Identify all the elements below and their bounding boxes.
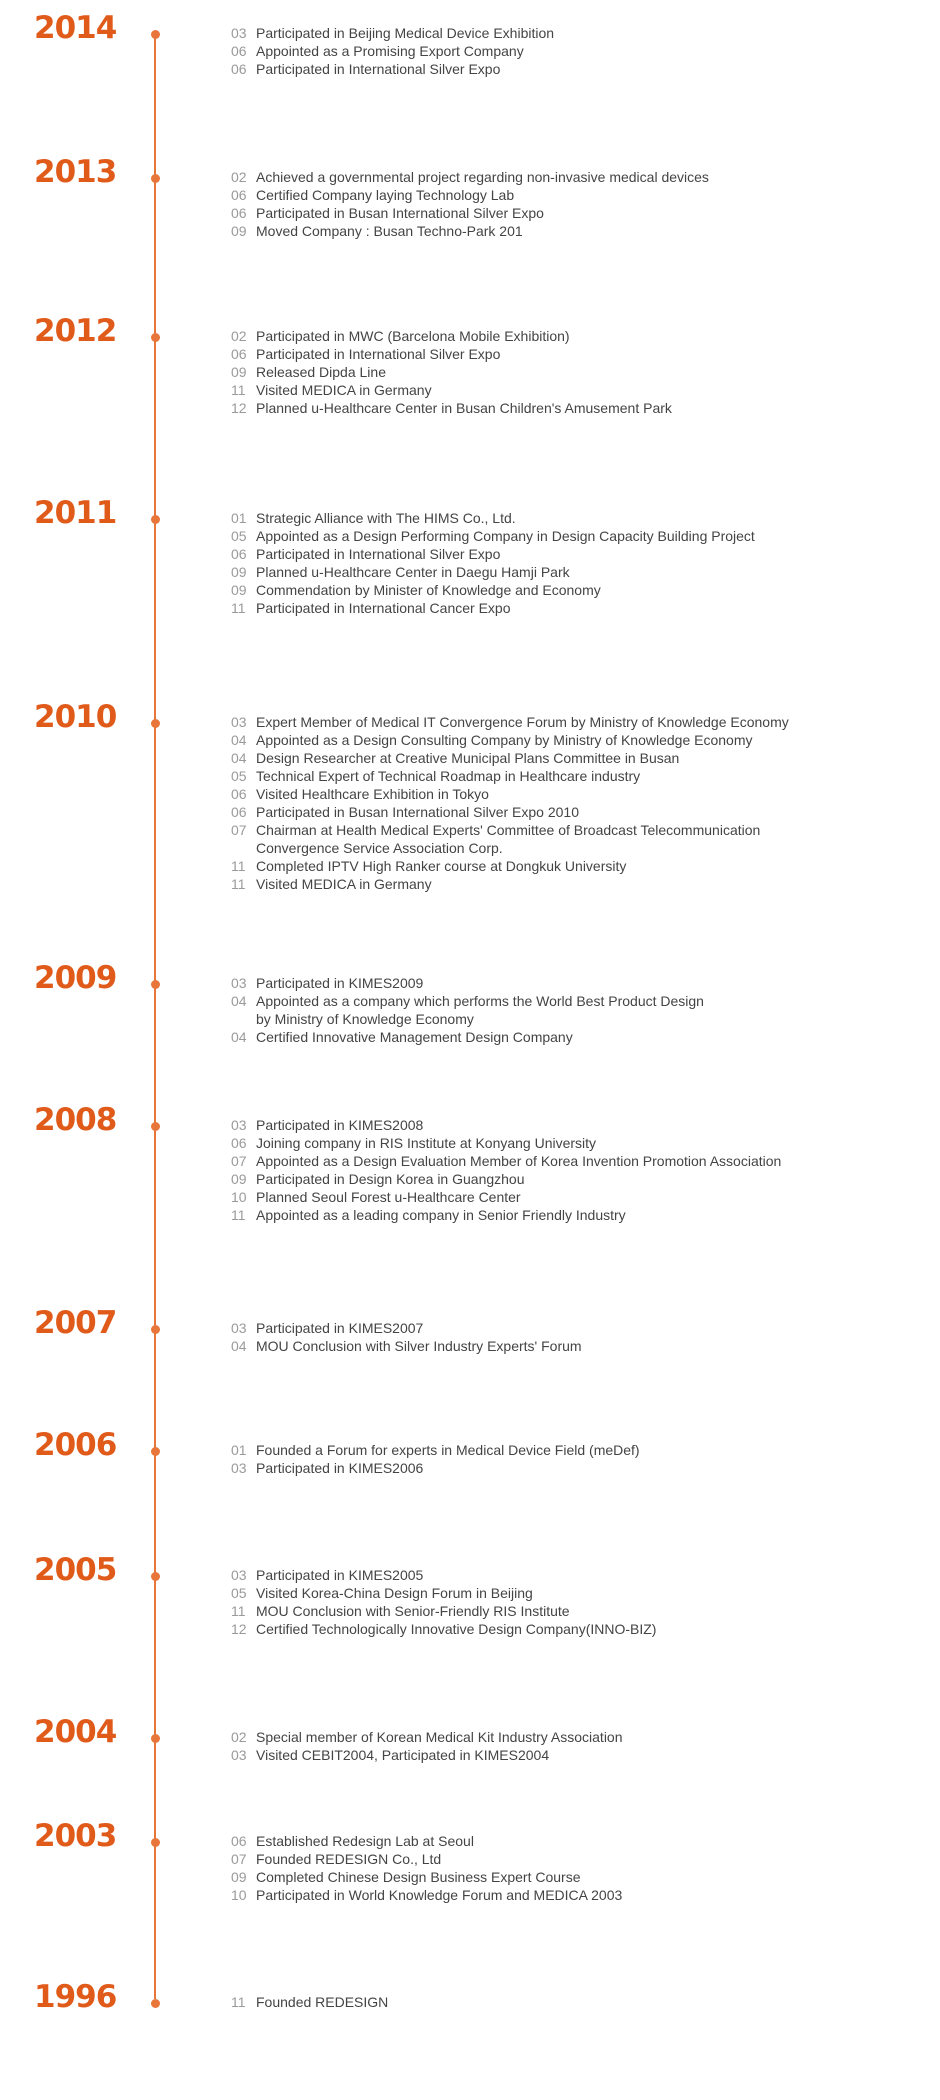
event-description: Design Researcher at Creative Municipal Plans Committee in Busan xyxy=(256,750,680,766)
event-item xyxy=(231,1850,622,1868)
event-description: Visited Healthcare Exhibition in Tokyo xyxy=(256,786,489,802)
event-month: 09 xyxy=(231,223,247,239)
event-description: Visited CEBIT2004, Participated in KIMES2004 xyxy=(256,1747,550,1763)
event-month: 04 xyxy=(231,732,247,748)
event-item xyxy=(231,992,704,1028)
event-item xyxy=(231,1134,781,1152)
event-description: Moved Company : Busan Techno-Park 201 xyxy=(256,223,523,239)
event-list xyxy=(231,1993,388,2011)
event-item xyxy=(231,785,789,803)
event-month: 05 xyxy=(231,1585,247,1601)
event-month: 04 xyxy=(231,750,247,766)
event-description: Appointed as a leading company in Senior Friendly Industry xyxy=(256,1207,626,1223)
event-month: 04 xyxy=(231,1338,247,1354)
event-description: Planned Seoul Forest u-Healthcare Center xyxy=(256,1189,521,1205)
event-month: 09 xyxy=(231,1869,247,1885)
event-item xyxy=(231,1602,656,1620)
event-item xyxy=(231,599,755,617)
event-item xyxy=(231,974,704,992)
year-heading: 2009 xyxy=(34,960,117,996)
event-item xyxy=(231,1993,388,2011)
event-month: 07 xyxy=(231,1153,247,1169)
event-list xyxy=(231,1566,656,1638)
event-list xyxy=(231,168,709,240)
timeline-dot xyxy=(151,515,160,524)
timeline-dot xyxy=(151,1572,160,1581)
event-description: Participated in KIMES2008 xyxy=(256,1117,424,1133)
event-description: Technical Expert of Technical Roadmap in Healthcare industry xyxy=(256,768,641,784)
event-month: 06 xyxy=(231,346,247,362)
event-item xyxy=(231,1170,781,1188)
event-description: Participated in Beijing Medical Device Exhibition xyxy=(256,25,555,41)
event-month: 03 xyxy=(231,714,247,730)
event-item xyxy=(231,363,672,381)
event-item xyxy=(231,222,709,240)
event-month: 06 xyxy=(231,546,247,562)
year-heading: 2008 xyxy=(34,1102,117,1138)
event-month: 11 xyxy=(231,1994,246,2010)
timeline-axis-line xyxy=(154,33,156,1999)
event-month: 04 xyxy=(231,993,247,1009)
event-month: 06 xyxy=(231,61,247,77)
event-month: 03 xyxy=(231,25,247,41)
event-description: Participated in MWC (Barcelona Mobile Exhibition) xyxy=(256,328,570,344)
timeline-dot xyxy=(151,980,160,989)
event-month: 10 xyxy=(231,1887,247,1903)
timeline-dot xyxy=(151,1734,160,1743)
event-description: Completed Chinese Design Business Expert Course xyxy=(256,1869,581,1885)
event-item xyxy=(231,1337,582,1355)
event-month: 09 xyxy=(231,582,247,598)
event-item xyxy=(231,527,755,545)
event-list xyxy=(231,509,755,617)
event-description: Appointed as a Design Consulting Company by Ministry of Knowledge Economy xyxy=(256,732,753,748)
event-month: 04 xyxy=(231,1029,247,1045)
year-heading: 2011 xyxy=(34,495,117,531)
event-month: 09 xyxy=(231,364,247,380)
event-list xyxy=(231,1116,781,1224)
event-month: 01 xyxy=(231,1442,247,1458)
event-list xyxy=(231,713,789,893)
event-month: 06 xyxy=(231,187,247,203)
year-heading: 2010 xyxy=(34,699,117,735)
event-month: 06 xyxy=(231,1135,247,1151)
event-item xyxy=(231,563,755,581)
year-heading: 1996 xyxy=(34,1979,117,2015)
event-item xyxy=(231,1566,656,1584)
year-heading: 2003 xyxy=(34,1818,117,1854)
year-heading: 2006 xyxy=(34,1427,117,1463)
event-item xyxy=(231,1152,781,1170)
year-heading: 2005 xyxy=(34,1552,117,1588)
event-month: 09 xyxy=(231,564,247,580)
timeline-dot xyxy=(151,1838,160,1847)
event-month: 11 xyxy=(231,1207,246,1223)
event-description: Strategic Alliance with The HIMS Co., Ltd. xyxy=(256,510,516,526)
year-heading: 2004 xyxy=(34,1714,117,1750)
event-item xyxy=(231,1188,781,1206)
event-month: 11 xyxy=(231,876,246,892)
event-description: Appointed as a company which performs the World Best Product Design by Ministry of Knowledge Economy xyxy=(256,993,704,1027)
event-description: Participated in International Silver Expo xyxy=(256,61,501,77)
timeline-dot xyxy=(151,1999,160,2008)
event-month: 07 xyxy=(231,822,247,838)
event-description: Participated in Busan International Silver Expo 2010 xyxy=(256,804,579,820)
event-description: Certified Company laying Technology Lab xyxy=(256,187,515,203)
event-month: 06 xyxy=(231,43,247,59)
event-description: Founded a Forum for experts in Medical Device Field (meDef) xyxy=(256,1442,640,1458)
event-item xyxy=(231,767,789,785)
event-item xyxy=(231,42,554,60)
event-item xyxy=(231,24,554,42)
event-description: Participated in Design Korea in Guangzhou xyxy=(256,1171,525,1187)
event-item xyxy=(231,327,672,345)
event-description: Participated in International Cancer Expo xyxy=(256,600,511,616)
event-item xyxy=(231,381,672,399)
event-item xyxy=(231,581,755,599)
event-description: Participated in KIMES2009 xyxy=(256,975,424,991)
event-month: 06 xyxy=(231,205,247,221)
event-item xyxy=(231,1459,640,1477)
event-month: 10 xyxy=(231,1189,247,1205)
event-month: 06 xyxy=(231,786,247,802)
event-item xyxy=(231,204,709,222)
event-item xyxy=(231,60,554,78)
event-list xyxy=(231,1319,582,1355)
event-description: Appointed as a Design Performing Company in Design Capacity Building Project xyxy=(256,528,755,544)
event-description: Visited MEDICA in Germany xyxy=(256,876,432,892)
event-description: Participated in World Knowledge Forum and MEDICA 2003 xyxy=(256,1887,623,1903)
event-description: Commendation by Minister of Knowledge and Economy xyxy=(256,582,601,598)
event-description: Planned u-Healthcare Center in Daegu Hamji Park xyxy=(256,564,570,580)
event-month: 07 xyxy=(231,1851,247,1867)
event-item xyxy=(231,168,709,186)
event-item xyxy=(231,345,672,363)
event-item xyxy=(231,821,789,857)
event-item xyxy=(231,545,755,563)
event-month: 02 xyxy=(231,328,247,344)
event-description: Planned u-Healthcare Center in Busan Children's Amusement Park xyxy=(256,400,672,416)
event-month: 03 xyxy=(231,1117,247,1133)
event-description: Participated in International Silver Expo xyxy=(256,546,501,562)
year-heading: 2012 xyxy=(34,313,117,349)
event-month: 02 xyxy=(231,169,247,185)
event-description: Certified Technologically Innovative Design Company(INNO-BIZ) xyxy=(256,1621,657,1637)
event-description: Certified Innovative Management Design Company xyxy=(256,1029,573,1045)
event-description: Appointed as a Design Evaluation Member of Korea Invention Promotion Association xyxy=(256,1153,782,1169)
event-month: 03 xyxy=(231,975,247,991)
event-item xyxy=(231,509,755,527)
event-description: Participated in KIMES2007 xyxy=(256,1320,424,1336)
event-list xyxy=(231,1441,640,1477)
event-item xyxy=(231,875,789,893)
year-heading: 2013 xyxy=(34,154,117,190)
timeline-dot xyxy=(151,174,160,183)
event-month: 06 xyxy=(231,1833,247,1849)
event-list xyxy=(231,974,704,1046)
year-heading: 2014 xyxy=(34,10,117,46)
event-item xyxy=(231,1116,781,1134)
timeline-dot xyxy=(151,1122,160,1131)
event-item xyxy=(231,1441,640,1459)
event-month: 12 xyxy=(231,400,247,416)
event-month: 09 xyxy=(231,1171,247,1187)
event-description: Expert Member of Medical IT Convergence Forum by Ministry of Knowledge Economy xyxy=(256,714,789,730)
event-description: Special member of Korean Medical Kit Industry Association xyxy=(256,1729,623,1745)
event-month: 11 xyxy=(231,858,246,874)
event-month: 06 xyxy=(231,804,247,820)
event-month: 03 xyxy=(231,1460,247,1476)
event-item xyxy=(231,857,789,875)
event-item xyxy=(231,1832,622,1850)
event-item xyxy=(231,1728,623,1746)
event-month: 03 xyxy=(231,1567,247,1583)
event-month: 11 xyxy=(231,1603,246,1619)
event-list xyxy=(231,24,554,78)
event-description: MOU Conclusion with Silver Industry Experts' Forum xyxy=(256,1338,582,1354)
event-month: 05 xyxy=(231,768,247,784)
event-description: Established Redesign Lab at Seoul xyxy=(256,1833,474,1849)
event-item xyxy=(231,1620,656,1638)
event-list xyxy=(231,1832,622,1904)
event-description: Completed IPTV High Ranker course at Dongkuk University xyxy=(256,858,627,874)
event-item xyxy=(231,803,789,821)
event-month: 03 xyxy=(231,1747,247,1763)
event-list xyxy=(231,327,672,417)
event-description: Founded REDESIGN xyxy=(256,1994,389,2010)
event-description: Founded REDESIGN Co., Ltd xyxy=(256,1851,442,1867)
event-month: 01 xyxy=(231,510,247,526)
timeline-dot xyxy=(151,1325,160,1334)
event-description: Participated in KIMES2006 xyxy=(256,1460,424,1476)
event-item xyxy=(231,186,709,204)
event-month: 02 xyxy=(231,1729,247,1745)
event-month: 03 xyxy=(231,1320,247,1336)
event-description: Achieved a governmental project regarding non-invasive medical devices xyxy=(256,169,709,185)
event-item xyxy=(231,1886,622,1904)
year-heading: 2007 xyxy=(34,1305,117,1341)
event-month: 12 xyxy=(231,1621,247,1637)
event-item xyxy=(231,1206,781,1224)
event-item xyxy=(231,749,789,767)
timeline-dot xyxy=(151,1447,160,1456)
event-item xyxy=(231,1028,704,1046)
event-item xyxy=(231,713,789,731)
event-month: 05 xyxy=(231,528,247,544)
event-item xyxy=(231,731,789,749)
event-description: Visited Korea-China Design Forum in Beijing xyxy=(256,1585,533,1601)
event-description: Released Dipda Line xyxy=(256,364,386,380)
event-month: 11 xyxy=(231,600,246,616)
event-description: Participated in KIMES2005 xyxy=(256,1567,424,1583)
event-description: Participated in International Silver Expo xyxy=(256,346,501,362)
timeline-dot xyxy=(151,719,160,728)
event-description: Joining company in RIS Institute at Konyang University xyxy=(256,1135,597,1151)
event-description: Visited MEDICA in Germany xyxy=(256,382,432,398)
event-list xyxy=(231,1728,623,1764)
timeline-dot xyxy=(151,30,160,39)
event-item xyxy=(231,399,672,417)
event-description: Appointed as a Promising Export Company xyxy=(256,43,524,59)
event-description: Participated in Busan International Silver Expo xyxy=(256,205,544,221)
event-item xyxy=(231,1584,656,1602)
event-description: Chairman at Health Medical Experts' Committee of Broadcast Telecommunication Convergence Service Association Corp. xyxy=(256,822,761,856)
timeline-dot xyxy=(151,333,160,342)
event-item xyxy=(231,1868,622,1886)
event-item xyxy=(231,1746,623,1764)
event-month: 11 xyxy=(231,382,246,398)
event-item xyxy=(231,1319,582,1337)
event-description: MOU Conclusion with Senior-Friendly RIS Institute xyxy=(256,1603,570,1619)
